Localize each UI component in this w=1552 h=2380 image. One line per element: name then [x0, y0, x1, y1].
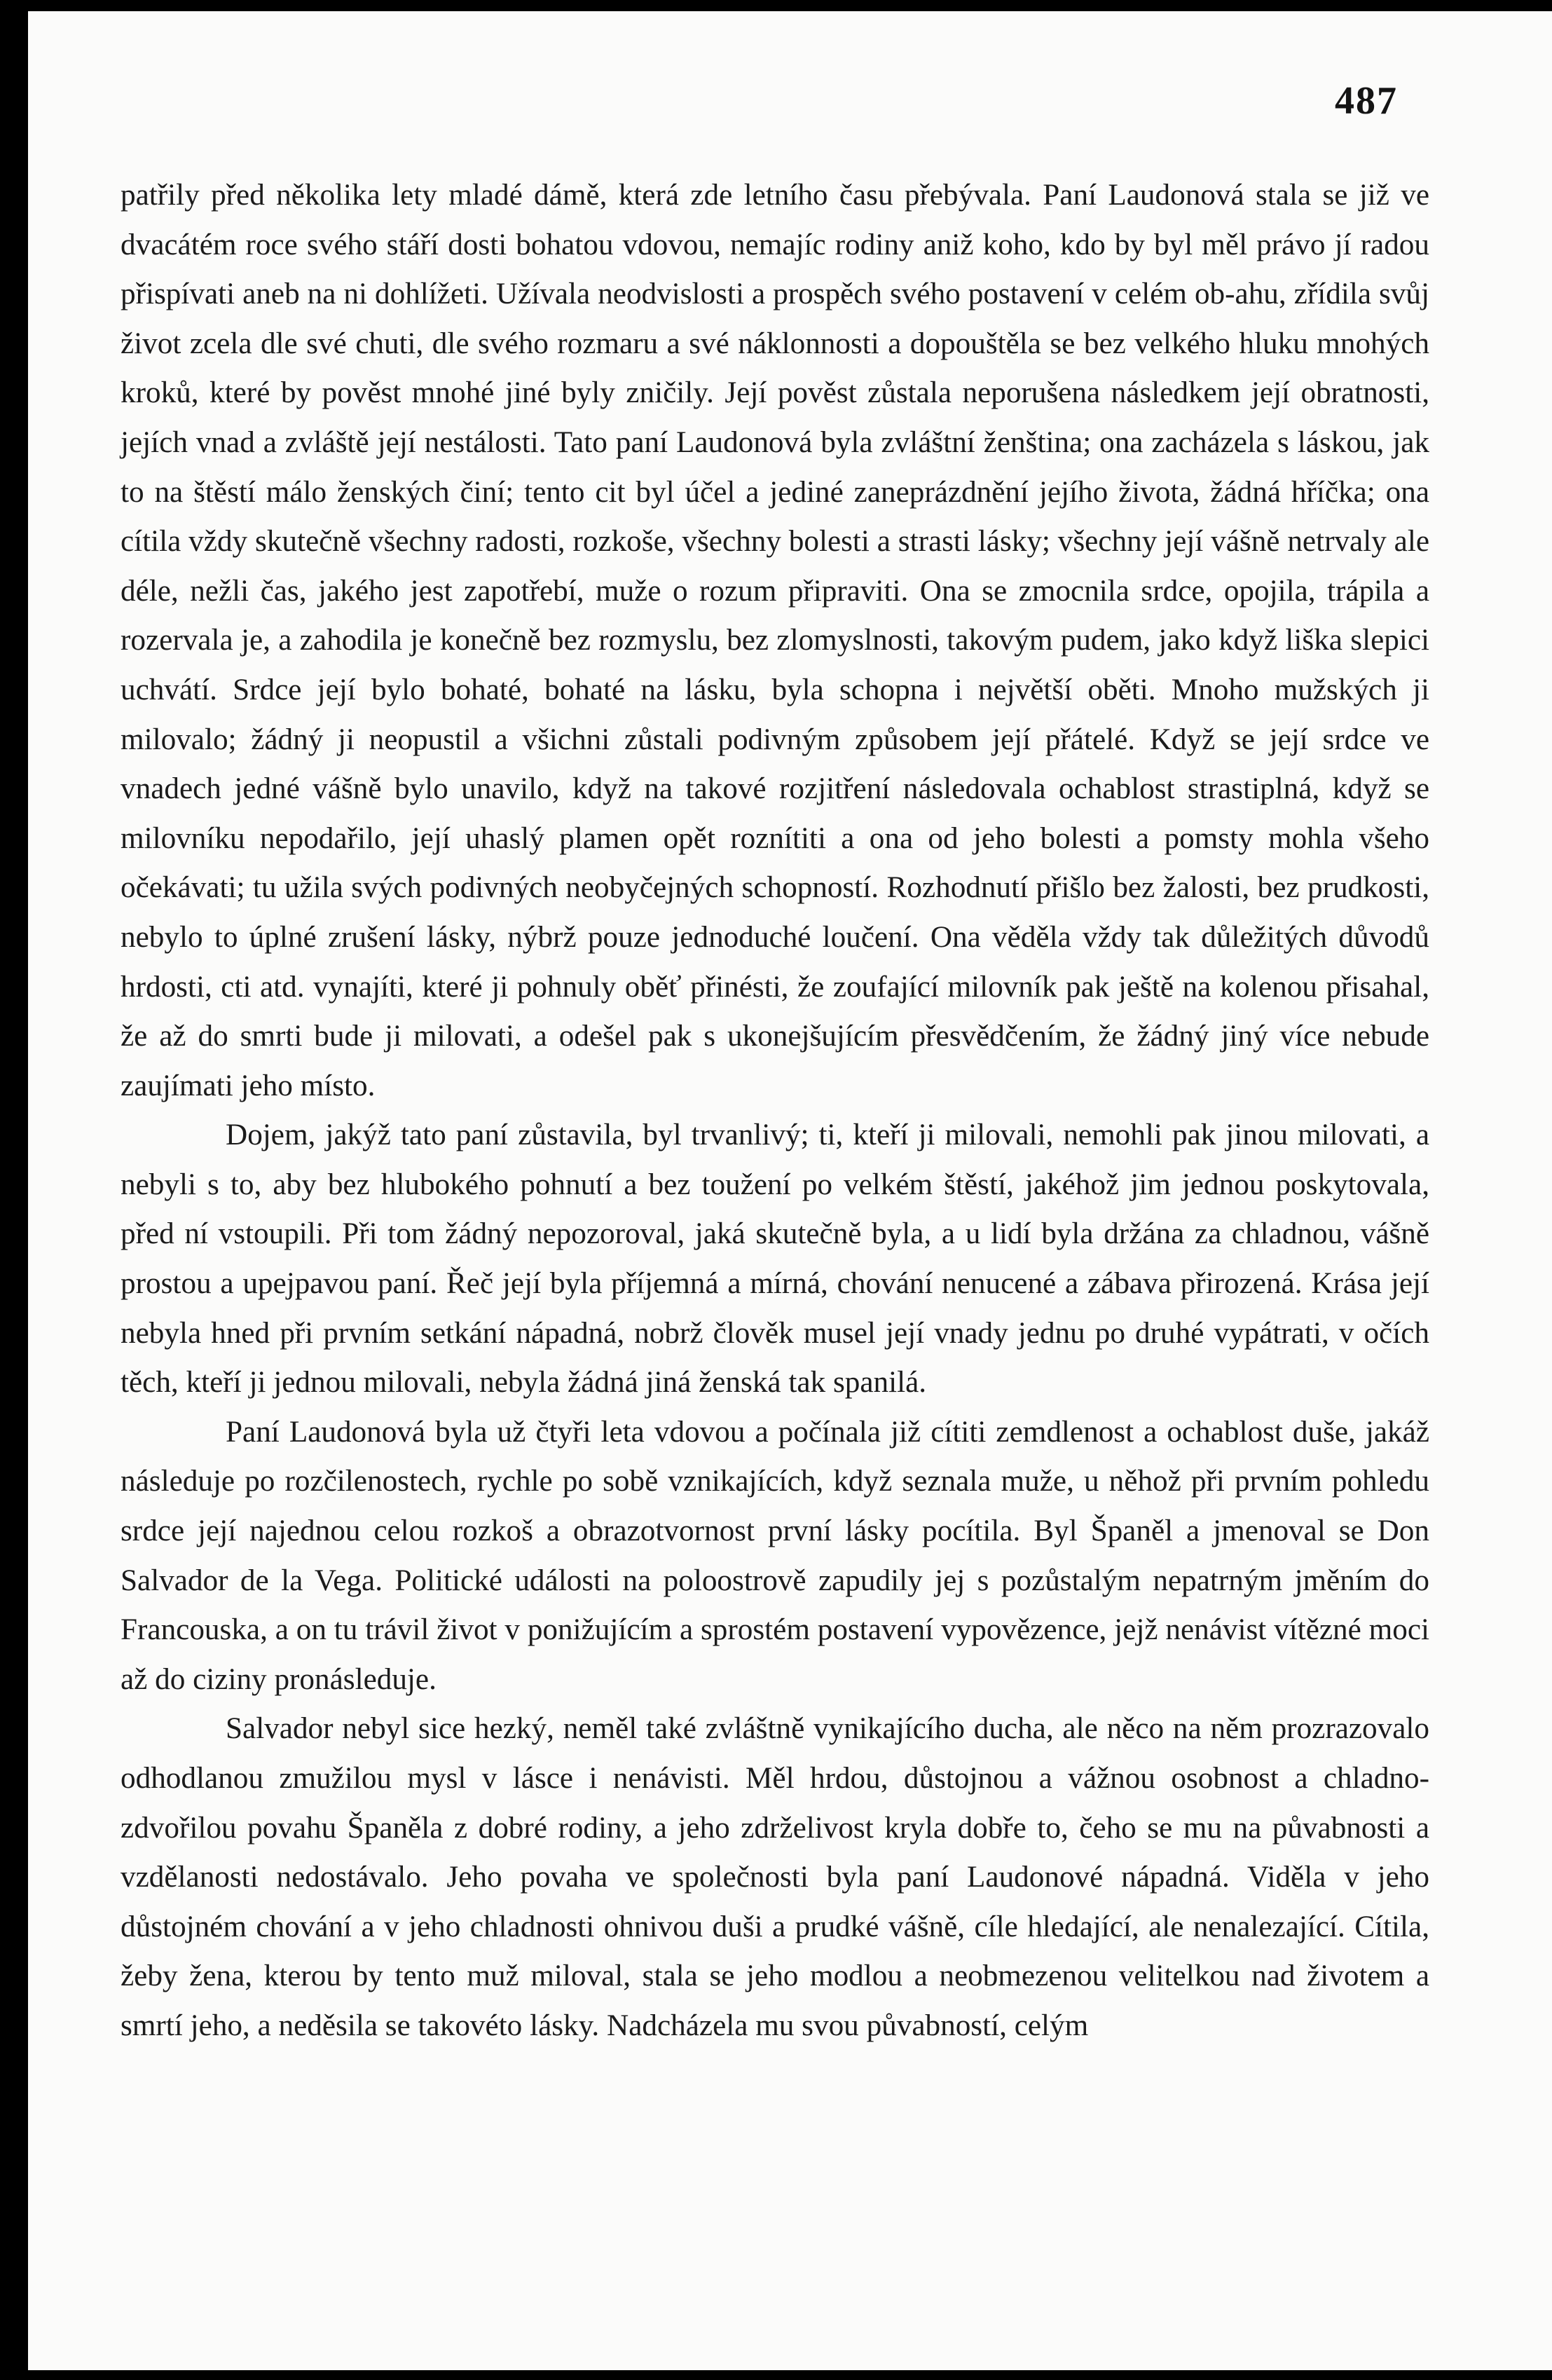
scan-border-left [0, 0, 28, 2380]
page-number: 487 [1335, 79, 1398, 123]
scan-border-bottom [0, 2370, 1552, 2380]
paragraph: Dojem, jakýž tato paní zůstavila, byl trvanlivý; ti, kteří ji milovali, nemohli pak jinou milovati, a nebyli s to, aby bez hlubokého pohnutí a bez toužení po velkém štěstí, jakéhož jim jednou poskytovala, před ní vstoupili. Při tom žádný nepozoroval, jaká skutečně byla, a u lidí byla držána za chladnou, vášně prostou a upejpavou paní. Řeč její byla příjemná a mírná, chování nenucené a zábava přirozená. Krása její nebyla hned při prvním setkání nápadná, nobrž člověk musel její vnady jednu po druhé vypátrati, v očích těch, kteří ji jednou milovali, nebyla žádná jiná ženská tak spanilá. [121, 1119, 1429, 1400]
paragraph: Paní Laudonová byla už čtyři leta vdovou a počínala již cítiti zemdlenost a ochablost duše, jakáž následuje po rozčilenostech, rychle po sobě vznikajících, když seznala muže, u něhož při prvním pohledu srdce její najednou celou rozkoš a obrazotvornost první lásky pocítila. Byl Španěl a jmenoval se Don Salvador de la Vega. Politické události na poloostrově zapudily jej s pozůstalým nepatrným jměním do Francouska, a on tu trávil život v ponižujícím a sprostém postavení vypovězence, jejž nenávist vítězné moci až do ciziny pronásleduje. [121, 1415, 1429, 1696]
paragraph: Salvador nebyl sice hezký, neměl také zvláštně vynikajícího ducha, ale něco na něm prozrazovalo odhodlanou zmužilou mysl v lásce i nenávisti. Měl hrdou, důstojnou a vážnou osobnost a chladno-zdvořilou povahu Španěla z dobré rodiny, a jeho zdrželivost kryla dobře to, čeho se mu na půvabnosti a vzdělanosti nedostávalo. Jeho povaha ve společnosti byla paní Laudonové nápadná. Viděla v jeho důstojném chování a v jeho chladnosti ohnivou duši a prudké vášně, cíle hledající, ale nenalezající. Cítila, žeby žena, kterou by tento muž miloval, stala se jeho modlou a neobmezenou velitelkou nad životem a smrtí jeho, a neděsila se takovéto lásky. Nadcházela mu svou půvabností, celým [121, 1712, 1429, 2042]
book-page [28, 11, 1552, 2370]
body-text [121, 171, 1429, 2051]
paragraph: patřily před několika lety mladé dámě, která zde letního času přebývala. Paní Laudonová stala se již ve dvacátém roce svého stáří dosti bohatou vdovou, nemajíc rodiny aniž koho, kdo by byl měl právo jí radou přispívati aneb na ni dohlížeti. Užívala neodvislosti a prospěch svého postavení v celém ob-ahu, zřídila svůj život zcela dle své chuti, dle svého rozmaru a své náklonnosti a dopouštěla se bez velkého hluku mnohých kroků, které by pověst mnohé jiné byly zničily. Její pověst zůstala neporušena následkem její obratnosti, jejích vnad a zvláště její nestálosti. Tato paní Laudonová byla zvláštní ženština; ona zacházela s láskou, jak to na štěstí málo ženských činí; tento cit byl účel a jediné zaneprázdnění jejího života, žádná hříčka; ona cítila vždy skutečně všechny radosti, rozkoše, všechny bolesti a strasti lásky; všechny její vášně netrvaly ale déle, nežli čas, jakého jest zapotřebí, muže o rozum připraviti. Ona se zmocnila srdce, opojila, trápila a rozervala je, a zahodila je konečně bez rozmyslu, bez zlomyslnosti, takovým pudem, jako když liška slepici uchvátí. Srdce její bylo bohaté, bohaté na lásku, byla schopna i největší oběti. Mnoho mužských ji milovalo; žádný ji neopustil a všichni zůstali podivným způsobem její přátelé. Když se její srdce ve vnadech jedné vášně bylo unavilo, když na takové rozjitření následovala ochablost strastiplná, když se milovníku nepodařilo, její uhaslý plamen opět roznítiti a ona od jeho bolesti a pomsty mohla všeho očekávati; tu užila svých podivných neobyčejných schopností. Rozhodnutí přišlo bez žalosti, bez prudkosti, nebylo to úplné zrušení lásky, nýbrž pouze jednoduché loučení. Ona věděla vždy tak důležitých důvodů hrdosti, cti atd. vynajíti, které ji pohnuly oběť přinésti, že zoufající milovník pak ještě na kolenou přisahal, že až do smrti bude ji milovati, a odešel pak s ukonejšujícím přesvědčením, že žádný jiný více nebude zaujímati jeho místo. [121, 179, 1429, 1102]
scan-border-top [0, 0, 1552, 11]
